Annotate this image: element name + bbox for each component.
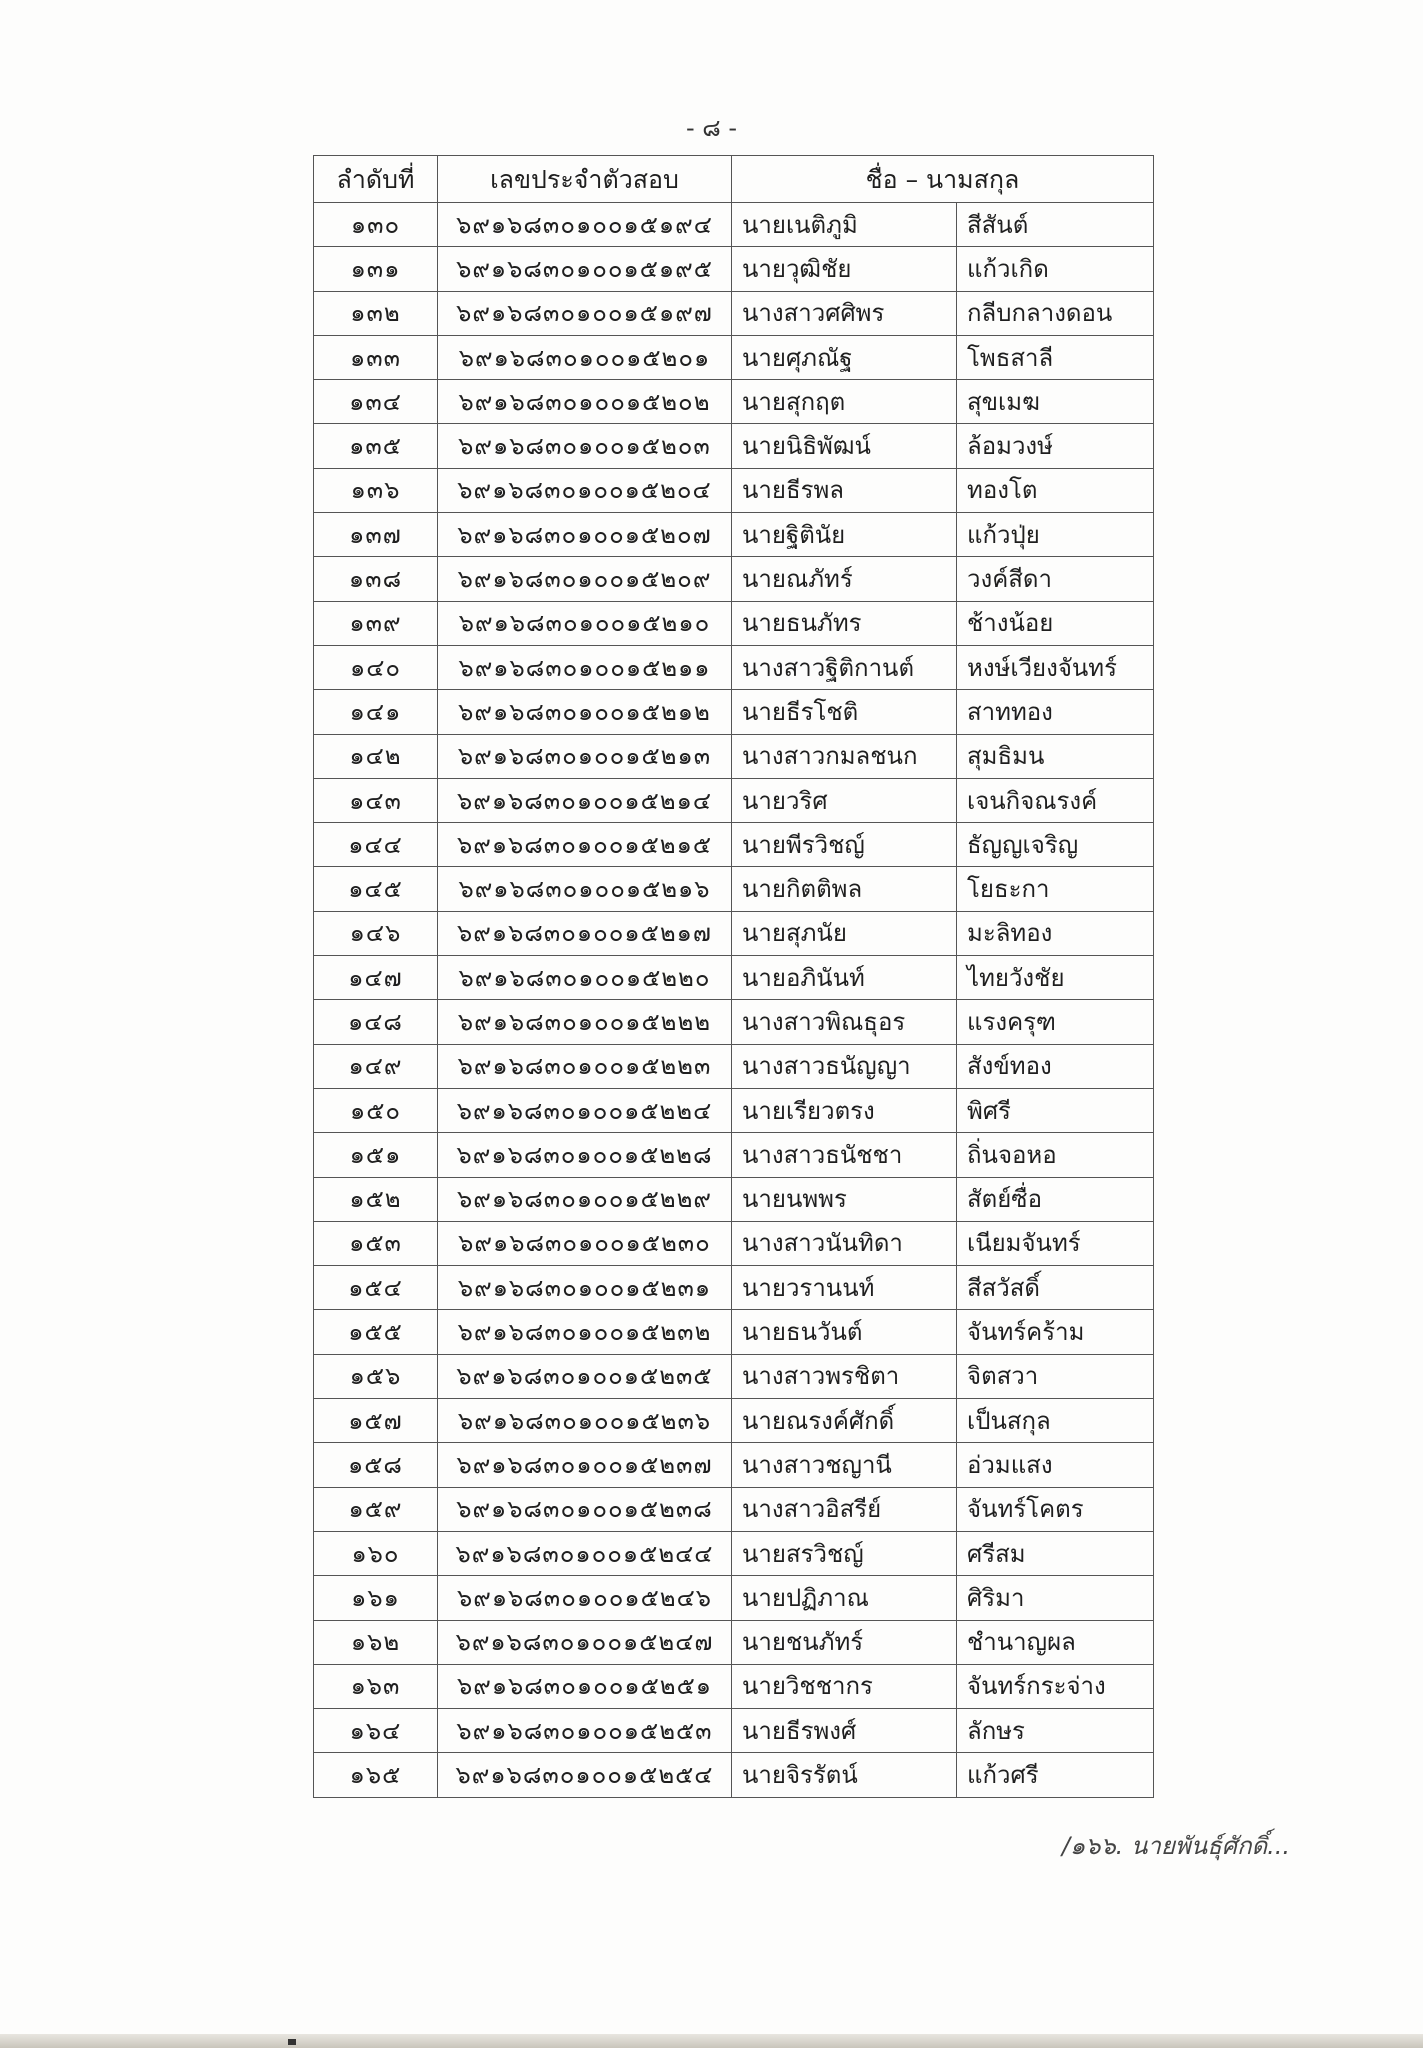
cell-order-no: ๑๖๓ xyxy=(314,1664,438,1708)
cell-order-no: ๑๓๕ xyxy=(314,424,438,468)
table-row xyxy=(314,424,1154,468)
table-row xyxy=(314,778,1154,822)
cell-first-name: นายสุภนัย xyxy=(732,911,957,955)
cell-last-name: จันทร์กระจ่าง xyxy=(957,1664,1154,1708)
cell-exam-id: ๖๙๑๖๘๓๐๑๐๐๑๕๒๕๑ xyxy=(438,1664,732,1708)
cell-order-no: ๑๔๒ xyxy=(314,734,438,778)
cell-first-name: นางสาวชญานี xyxy=(732,1443,957,1487)
table-row xyxy=(314,734,1154,778)
table-row xyxy=(314,1753,1154,1797)
cell-last-name: ล้อมวงษ์ xyxy=(957,424,1154,468)
table-row xyxy=(314,1531,1154,1575)
cell-last-name: สีสวัสดิ์ xyxy=(957,1266,1154,1310)
table-row xyxy=(314,601,1154,645)
cell-exam-id: ๖๙๑๖๘๓๐๑๐๐๑๕๒๒๘ xyxy=(438,1133,732,1177)
cell-first-name: นายชนภัทร์ xyxy=(732,1620,957,1664)
cell-exam-id: ๖๙๑๖๘๓๐๑๐๐๑๕๒๑๒ xyxy=(438,690,732,734)
cell-first-name: นางสาวฐิติกานต์ xyxy=(732,645,957,689)
cell-first-name: นางสาวนันทิดา xyxy=(732,1221,957,1265)
table-row xyxy=(314,867,1154,911)
cell-order-no: ๑๔๗ xyxy=(314,956,438,1000)
cell-order-no: ๑๕๐ xyxy=(314,1088,438,1132)
cell-exam-id: ๖๙๑๖๘๓๐๑๐๐๑๕๒๒๓ xyxy=(438,1044,732,1088)
cell-first-name: นายวรานนท์ xyxy=(732,1266,957,1310)
cell-last-name: ศิริมา xyxy=(957,1576,1154,1620)
cell-order-no: ๑๕๓ xyxy=(314,1221,438,1265)
cell-last-name: สุขเมฆ xyxy=(957,380,1154,424)
cell-first-name: นายวริศ xyxy=(732,778,957,822)
cell-first-name: นายวุฒิชัย xyxy=(732,247,957,291)
cell-exam-id: ๖๙๑๖๘๓๐๑๐๐๑๕๒๔๔ xyxy=(438,1531,732,1575)
cell-first-name: นายธีรโชติ xyxy=(732,690,957,734)
cell-first-name: นายฐิตินัย xyxy=(732,513,957,557)
cell-first-name: นางสาวพรชิตา xyxy=(732,1354,957,1398)
cell-exam-id: ๖๙๑๖๘๓๐๑๐๐๑๕๒๔๗ xyxy=(438,1620,732,1664)
table-body xyxy=(314,203,1154,1798)
cell-first-name: นายนพพร xyxy=(732,1177,957,1221)
cell-order-no: ๑๔๘ xyxy=(314,1000,438,1044)
cell-exam-id: ๖๙๑๖๘๓๐๑๐๐๑๕๒๕๔ xyxy=(438,1753,732,1797)
cell-exam-id: ๖๙๑๖๘๓๐๑๐๐๑๕๒๑๕ xyxy=(438,823,732,867)
cell-first-name: นางสาวอิสรีย์ xyxy=(732,1487,957,1531)
table-row xyxy=(314,380,1154,424)
cell-exam-id: ๖๙๑๖๘๓๐๑๐๐๑๕๒๐๗ xyxy=(438,513,732,557)
cell-last-name: พิศรี xyxy=(957,1088,1154,1132)
table-row xyxy=(314,335,1154,379)
cell-order-no: ๑๓๘ xyxy=(314,557,438,601)
table-header-row xyxy=(314,156,1154,203)
cell-last-name: มะลิทอง xyxy=(957,911,1154,955)
cell-exam-id: ๖๙๑๖๘๓๐๑๐๐๑๕๑๙๗ xyxy=(438,291,732,335)
cell-last-name: แก้วปุ่ย xyxy=(957,513,1154,557)
cell-exam-id: ๖๙๑๖๘๓๐๑๐๐๑๕๒๓๒ xyxy=(438,1310,732,1354)
cell-first-name: นางสาวกมลชนก xyxy=(732,734,957,778)
cell-exam-id: ๖๙๑๖๘๓๐๑๐๐๑๕๒๑๔ xyxy=(438,778,732,822)
cell-first-name: นายเรียวตรง xyxy=(732,1088,957,1132)
cell-exam-id: ๖๙๑๖๘๓๐๑๐๐๑๕๒๓๕ xyxy=(438,1354,732,1398)
cell-order-no: ๑๕๑ xyxy=(314,1133,438,1177)
cell-first-name: นางสาวพิณธุอร xyxy=(732,1000,957,1044)
cell-exam-id: ๖๙๑๖๘๓๐๑๐๐๑๕๒๐๑ xyxy=(438,335,732,379)
table-row xyxy=(314,1266,1154,1310)
table-row xyxy=(314,1177,1154,1221)
cell-exam-id: ๖๙๑๖๘๓๐๑๐๐๑๕๒๕๓ xyxy=(438,1709,732,1753)
cell-exam-id: ๖๙๑๖๘๓๐๑๐๐๑๕๒๒๐ xyxy=(438,956,732,1000)
cell-exam-id: ๖๙๑๖๘๓๐๑๐๐๑๕๒๐๔ xyxy=(438,468,732,512)
header-order-no: ลำดับที่ xyxy=(314,156,438,203)
cell-last-name: ศรีสม xyxy=(957,1531,1154,1575)
cell-order-no: ๑๓๐ xyxy=(314,203,438,247)
cell-exam-id: ๖๙๑๖๘๓๐๑๐๐๑๕๒๐๙ xyxy=(438,557,732,601)
cell-exam-id: ๖๙๑๖๘๓๐๑๐๐๑๕๒๐๓ xyxy=(438,424,732,468)
cell-exam-id: ๖๙๑๖๘๓๐๑๐๐๑๕๒๓๘ xyxy=(438,1487,732,1531)
cell-exam-id: ๖๙๑๖๘๓๐๑๐๐๑๕๒๑๗ xyxy=(438,911,732,955)
cell-exam-id: ๖๙๑๖๘๓๐๑๐๐๑๕๒๓๗ xyxy=(438,1443,732,1487)
table-row xyxy=(314,823,1154,867)
cell-last-name: จิตสวา xyxy=(957,1354,1154,1398)
cell-last-name: หงษ์เวียงจันทร์ xyxy=(957,645,1154,689)
cell-last-name: สังข์ทอง xyxy=(957,1044,1154,1088)
cell-order-no: ๑๕๔ xyxy=(314,1266,438,1310)
cell-first-name: นายธนวันต์ xyxy=(732,1310,957,1354)
cell-order-no: ๑๓๙ xyxy=(314,601,438,645)
cell-first-name: นางสาวธนัชชา xyxy=(732,1133,957,1177)
table-row xyxy=(314,203,1154,247)
table-row xyxy=(314,1443,1154,1487)
cell-order-no: ๑๖๔ xyxy=(314,1709,438,1753)
cell-exam-id: ๖๙๑๖๘๓๐๑๐๐๑๕๒๑๖ xyxy=(438,867,732,911)
cell-first-name: นายพีรวิชญ์ xyxy=(732,823,957,867)
table-row xyxy=(314,1133,1154,1177)
cell-order-no: ๑๔๖ xyxy=(314,911,438,955)
cell-last-name: ไทยวังชัย xyxy=(957,956,1154,1000)
cell-first-name: นายธนภัทร xyxy=(732,601,957,645)
cell-last-name: แก้วเกิด xyxy=(957,247,1154,291)
cell-first-name: นางสาวศศิพร xyxy=(732,291,957,335)
continuation-note: /๑๖๖. นายพันธุ์ศักดิ์... xyxy=(1061,1832,1290,1860)
cell-order-no: ๑๔๓ xyxy=(314,778,438,822)
table-row xyxy=(314,1221,1154,1265)
table-row xyxy=(314,1664,1154,1708)
table-row xyxy=(314,1399,1154,1443)
cell-first-name: นายอภินันท์ xyxy=(732,956,957,1000)
cell-first-name: นายกิตติพล xyxy=(732,867,957,911)
cell-order-no: ๑๓๒ xyxy=(314,291,438,335)
cell-last-name: สีสันต์ xyxy=(957,203,1154,247)
table-row xyxy=(314,1576,1154,1620)
cell-last-name: สุมธิมน xyxy=(957,734,1154,778)
cell-last-name: เจนกิจณรงค์ xyxy=(957,778,1154,822)
cell-last-name: วงค์สีดา xyxy=(957,557,1154,601)
table-row xyxy=(314,956,1154,1000)
cell-first-name: นายจิรรัตน์ xyxy=(732,1753,957,1797)
cell-first-name: นายนิธิพัฒน์ xyxy=(732,424,957,468)
cell-order-no: ๑๔๙ xyxy=(314,1044,438,1088)
cell-order-no: ๑๕๖ xyxy=(314,1354,438,1398)
cell-order-no: ๑๕๗ xyxy=(314,1399,438,1443)
cell-last-name: ถิ่นจอหอ xyxy=(957,1133,1154,1177)
cell-order-no: ๑๓๓ xyxy=(314,335,438,379)
cell-order-no: ๑๓๖ xyxy=(314,468,438,512)
cell-first-name: นายปฏิภาณ xyxy=(732,1576,957,1620)
cell-exam-id: ๖๙๑๖๘๓๐๑๐๐๑๕๒๑๓ xyxy=(438,734,732,778)
cell-last-name: โพธสาลี xyxy=(957,335,1154,379)
table-row xyxy=(314,1620,1154,1664)
table-row xyxy=(314,1044,1154,1088)
cell-exam-id: ๖๙๑๖๘๓๐๑๐๐๑๕๒๓๖ xyxy=(438,1399,732,1443)
cell-order-no: ๑๓๑ xyxy=(314,247,438,291)
cell-last-name: จันทร์โคตร xyxy=(957,1487,1154,1531)
cell-last-name: โยธะกา xyxy=(957,867,1154,911)
cell-last-name: อ่วมแสง xyxy=(957,1443,1154,1487)
cell-order-no: ๑๔๔ xyxy=(314,823,438,867)
header-exam-id: เลขประจำตัวสอบ xyxy=(438,156,732,203)
cell-exam-id: ๖๙๑๖๘๓๐๑๐๐๑๕๑๙๔ xyxy=(438,203,732,247)
cell-first-name: นายเนติภูมิ xyxy=(732,203,957,247)
cell-last-name: จันทร์คร้าม xyxy=(957,1310,1154,1354)
cell-order-no: ๑๖๕ xyxy=(314,1753,438,1797)
cell-last-name: ธัญญเจริญ xyxy=(957,823,1154,867)
table-row xyxy=(314,557,1154,601)
cell-exam-id: ๖๙๑๖๘๓๐๑๐๐๑๕๒๑๑ xyxy=(438,645,732,689)
table-row xyxy=(314,291,1154,335)
table-row xyxy=(314,468,1154,512)
cell-last-name: ชำนาญผล xyxy=(957,1620,1154,1664)
cell-exam-id: ๖๙๑๖๘๓๐๑๐๐๑๕๒๒๔ xyxy=(438,1088,732,1132)
table-row xyxy=(314,1310,1154,1354)
cell-last-name: สาททอง xyxy=(957,690,1154,734)
table-row xyxy=(314,1000,1154,1044)
cell-first-name: นายณรงค์ศักดิ์ xyxy=(732,1399,957,1443)
candidate-table xyxy=(313,155,1154,1798)
cell-last-name: สัตย์ซื่อ xyxy=(957,1177,1154,1221)
cell-exam-id: ๖๙๑๖๘๓๐๑๐๐๑๕๒๓๑ xyxy=(438,1266,732,1310)
table-row xyxy=(314,1487,1154,1531)
header-full-name: ชื่อ – นามสกุล xyxy=(732,156,1154,203)
cell-first-name: นายธีรพล xyxy=(732,468,957,512)
table-row xyxy=(314,1088,1154,1132)
cell-last-name: เนียมจันทร์ xyxy=(957,1221,1154,1265)
table-row xyxy=(314,513,1154,557)
cell-last-name: แรงครุฑ xyxy=(957,1000,1154,1044)
cell-last-name: เป็นสกุล xyxy=(957,1399,1154,1443)
cell-first-name: นายวิชชากร xyxy=(732,1664,957,1708)
cell-order-no: ๑๕๒ xyxy=(314,1177,438,1221)
cell-exam-id: ๖๙๑๖๘๓๐๑๐๐๑๕๒๒๒ xyxy=(438,1000,732,1044)
cell-order-no: ๑๖๐ xyxy=(314,1531,438,1575)
cell-order-no: ๑๖๒ xyxy=(314,1620,438,1664)
page-bottom-edge xyxy=(0,2034,1423,2048)
cell-last-name: กลีบกลางดอน xyxy=(957,291,1154,335)
cell-order-no: ๑๔๕ xyxy=(314,867,438,911)
cell-first-name: นายธีรพงศ์ xyxy=(732,1709,957,1753)
cell-last-name: แก้วศรี xyxy=(957,1753,1154,1797)
scan-mark xyxy=(288,2039,296,2045)
cell-exam-id: ๖๙๑๖๘๓๐๑๐๐๑๕๒๔๖ xyxy=(438,1576,732,1620)
cell-first-name: นายสรวิชญ์ xyxy=(732,1531,957,1575)
table-row xyxy=(314,1354,1154,1398)
cell-exam-id: ๖๙๑๖๘๓๐๑๐๐๑๕๑๙๕ xyxy=(438,247,732,291)
cell-order-no: ๑๔๐ xyxy=(314,645,438,689)
cell-order-no: ๑๕๙ xyxy=(314,1487,438,1531)
cell-exam-id: ๖๙๑๖๘๓๐๑๐๐๑๕๒๐๒ xyxy=(438,380,732,424)
cell-first-name: นายสุกฤต xyxy=(732,380,957,424)
cell-first-name: นายศุภณัฐ xyxy=(732,335,957,379)
cell-order-no: ๑๓๗ xyxy=(314,513,438,557)
cell-order-no: ๑๖๑ xyxy=(314,1576,438,1620)
cell-first-name: นายณภัทร์ xyxy=(732,557,957,601)
cell-exam-id: ๖๙๑๖๘๓๐๑๐๐๑๕๒๒๙ xyxy=(438,1177,732,1221)
table-row xyxy=(314,690,1154,734)
cell-order-no: ๑๔๑ xyxy=(314,690,438,734)
table-row xyxy=(314,911,1154,955)
cell-last-name: ทองโต xyxy=(957,468,1154,512)
cell-last-name: ช้างน้อย xyxy=(957,601,1154,645)
page-number: - ๘ - xyxy=(685,114,738,142)
cell-order-no: ๑๕๕ xyxy=(314,1310,438,1354)
cell-exam-id: ๖๙๑๖๘๓๐๑๐๐๑๕๒๓๐ xyxy=(438,1221,732,1265)
cell-last-name: ลักษร xyxy=(957,1709,1154,1753)
table-row xyxy=(314,645,1154,689)
table-row xyxy=(314,1709,1154,1753)
cell-order-no: ๑๕๘ xyxy=(314,1443,438,1487)
cell-first-name: นางสาวธนัญญา xyxy=(732,1044,957,1088)
cell-exam-id: ๖๙๑๖๘๓๐๑๐๐๑๕๒๑๐ xyxy=(438,601,732,645)
cell-order-no: ๑๓๔ xyxy=(314,380,438,424)
table-row xyxy=(314,247,1154,291)
